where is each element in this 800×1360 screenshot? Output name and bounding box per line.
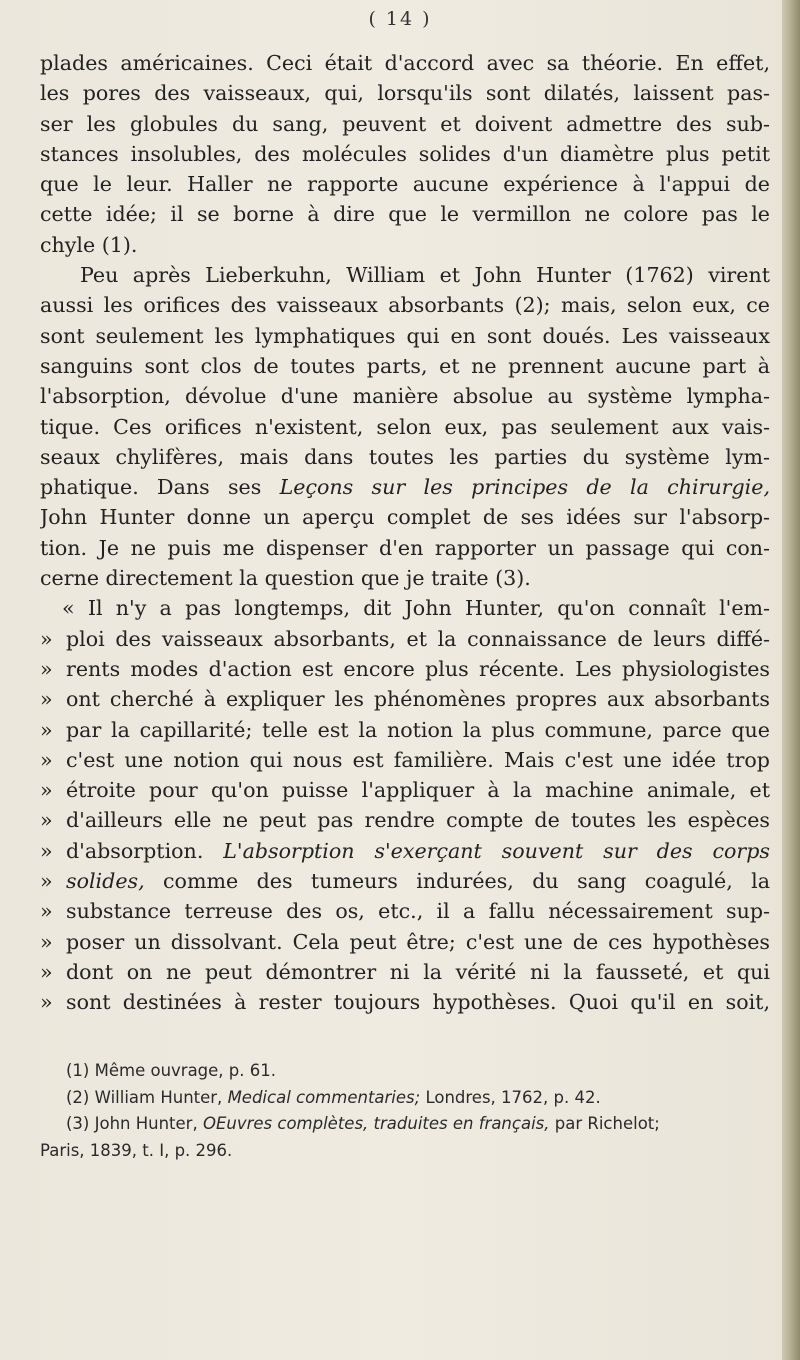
quote-line: » solides, comme des tumeurs indurées, du sang coagulé, la	[40, 866, 770, 896]
quote-line: » substance terreuse des os, etc., il a fallu nécessairement sup-	[40, 896, 770, 926]
italic-phrase: solides,	[66, 869, 145, 894]
text-line: sont seulement les lymphatiques qui en sont doués. Les vaisseaux	[40, 323, 770, 348]
footnote-3-continuation: Paris, 1839, t. I, p. 296.	[40, 1140, 233, 1160]
text-line: John Hunter donne un aperçu complet de ses idées sur l'absorp-	[40, 505, 770, 530]
page-edge-shadow	[782, 0, 800, 1360]
quote-mark: »	[40, 869, 53, 894]
quote-mark: »	[40, 808, 53, 833]
footnote-title: Medical commentaries;	[227, 1087, 421, 1107]
text-line: que le leur. Haller ne rapporte aucune expérience à l'appui de	[40, 172, 770, 197]
footnote-3: (3) John Hunter, OEuvres complètes, traduites en français, par Richelot;	[66, 1114, 660, 1133]
text-line: plades américaines. Ceci était d'accord avec sa théorie. En effet,	[40, 51, 770, 75]
quote-mark: »	[40, 959, 53, 984]
page-number: ( 14 )	[368, 8, 432, 30]
quote-mark: »	[40, 687, 53, 712]
text-line: l'absorption, dévolue d'une manière absolue au système lympha-	[40, 384, 770, 409]
quote-mark: »	[40, 990, 53, 1015]
quote-line: » ont cherché à expliquer les phénomènes propres aux absorbants	[40, 684, 770, 714]
text-line: sanguins sont clos de toutes parts, et ne prennent aucune part à	[40, 353, 770, 378]
text-line	[40, 472, 770, 502]
quote-line: » dont on ne peut démontrer ni la vérité ni la fausseté, et qui	[40, 957, 770, 987]
footnotes	[40, 1058, 760, 1164]
text-line: cette idée; il se borne à dire que le vermillon ne colore pas le	[40, 202, 770, 227]
quote-line: » sont destinées à rester toujours hypothèses. Quoi qu'il en soit,	[40, 987, 770, 1017]
text-line: Peu après Lieberkuhn, William et John Hunter (1762) virent	[80, 263, 770, 288]
quote-mark: »	[40, 626, 53, 651]
text-line: cerne directement la question que je traite (3).	[40, 566, 531, 591]
body-text	[40, 48, 770, 1018]
text-line: tion. Je ne puis me dispenser d'en rapporter un passage qui con-	[40, 535, 770, 560]
quote-mark: »	[40, 717, 53, 742]
quote-line: » par la capillarité; telle est la notion la plus commune, parce que	[40, 715, 770, 745]
quote-mark: »	[40, 656, 53, 681]
quote-line: » d'ailleurs elle ne peut pas rendre compte de toutes les espèces	[40, 805, 770, 835]
quote-line: » ploi des vaisseaux absorbants, et la connaissance de leurs diffé-	[40, 624, 770, 654]
quote-line: » étroite pour qu'on puisse l'appliquer à la machine animale, et	[40, 775, 770, 805]
italic-phrase: L'absorption s'exerçant souvent sur des corps	[223, 838, 770, 863]
text-line: ser les globules du sang, peuvent et doivent admettre des sub-	[40, 111, 770, 136]
footnote-2: (2) William Hunter, Medical commentaries; Londres, 1762, p. 42.	[66, 1087, 601, 1107]
quote-line: » poser un dissolvant. Cela peut être; c'est une de ces hypothèses	[40, 927, 770, 957]
footnote-1: (1) Même ouvrage, p. 61.	[66, 1061, 277, 1080]
quote-mark: »	[40, 838, 53, 863]
text-line: seaux chylifères, mais dans toutes les parties du système lym-	[40, 444, 770, 469]
quote-mark: »	[40, 778, 53, 803]
text-line: stances insolubles, des molécules solides d'un diamètre plus petit	[40, 141, 770, 166]
text-line: les pores des vaisseaux, qui, lorsqu'ils sont dilatés, laissent pas-	[40, 81, 770, 106]
italic-title: Leçons sur les principes de la chirurgie,	[279, 475, 770, 500]
quote-line: » c'est une notion qui nous est familière. Mais c'est une idée trop	[40, 745, 770, 775]
quote-line: « Il n'y a pas longtemps, dit John Hunter, qu'on connaît l'em-	[62, 596, 770, 621]
quote-mark: »	[40, 929, 53, 954]
quote-mark: »	[40, 747, 53, 772]
text-line: tique. Ces orifices n'existent, selon eux, pas seulement aux vais-	[40, 414, 770, 439]
footnote-title: OEuvres complètes, traduites en français,	[202, 1114, 550, 1133]
quote-line: » d'absorption. L'absorption s'exerçant souvent sur des corps	[40, 836, 770, 866]
text-line: aussi les orifices des vaisseaux absorbants (2); mais, selon eux, ce	[40, 293, 770, 318]
text-line: chyle (1).	[40, 232, 138, 257]
quote-mark: »	[40, 899, 53, 924]
quote-line: » rents modes d'action est encore plus récente. Les physiologistes	[40, 654, 770, 684]
text-segment: phatique. Dans ses	[40, 475, 280, 500]
